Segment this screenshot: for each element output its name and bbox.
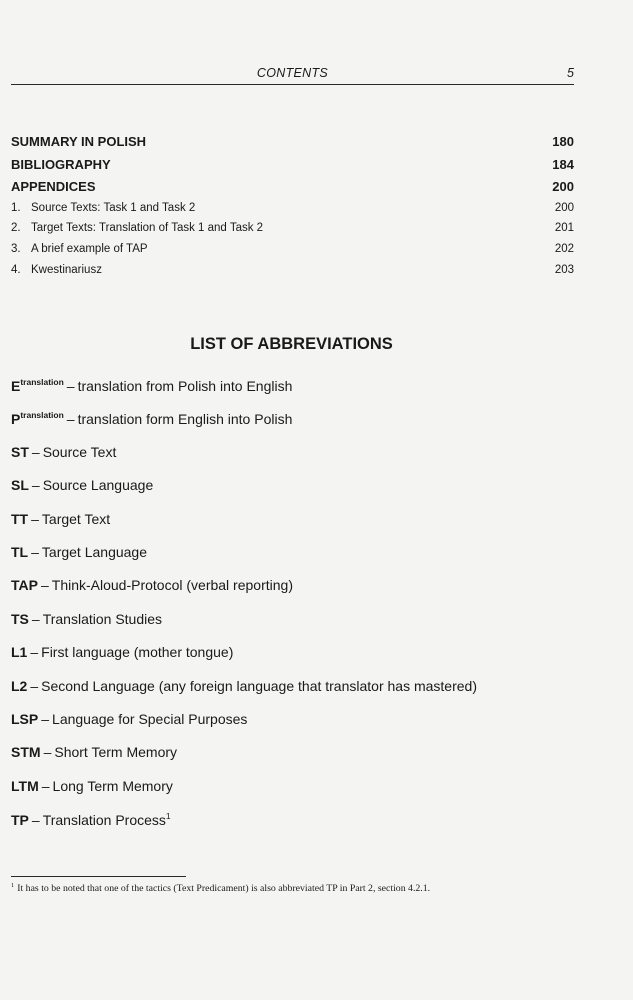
toc-entry-page: 180 — [552, 134, 574, 149]
abbreviation-term: TL — [11, 543, 29, 560]
abbreviation-dash: – — [41, 710, 50, 727]
abbreviation-item — [11, 811, 591, 844]
toc-appendix-label: Target Texts: Translation of Task 1 and Task 2 — [31, 222, 264, 235]
toc-appendix-page: 200 — [554, 201, 574, 214]
abbreviation-item — [11, 644, 591, 677]
abbreviation-item — [11, 477, 591, 510]
abbreviation-definition: Source Text — [42, 443, 117, 460]
abbreviation-dash: – — [66, 411, 75, 428]
abbreviation-term: LSP — [11, 710, 39, 727]
toc-entry-bibliography — [11, 157, 574, 180]
abbreviation-term: ST — [11, 443, 29, 460]
abbreviation-definition: Target Text — [41, 510, 111, 527]
abbreviation-definition: Second Language (any foreign language that translator has mastered) — [41, 677, 477, 694]
toc-appendix-entry — [11, 243, 574, 264]
abbreviation-dash: – — [40, 577, 49, 594]
toc-appendix-entry — [11, 222, 574, 243]
abbreviation-dash: – — [31, 543, 39, 560]
abbreviation-dash: – — [30, 677, 39, 694]
abbreviation-item — [11, 678, 591, 711]
page-number: 5 — [567, 66, 574, 80]
footnote-text: It has to be noted that one of the tactics (Text Predicament) is also abbreviated TP in Part 2, section 4.2.1. — [17, 883, 431, 894]
abbreviation-item — [11, 377, 591, 410]
abbreviation-definition: Source Language — [42, 477, 154, 494]
abbreviation-definition: Think-Aloud-Protocol (verbal reporting) — [51, 577, 293, 594]
abbreviation-superscript: translation — [20, 410, 64, 421]
abbreviation-term: SL — [11, 477, 29, 494]
abbreviation-item — [11, 544, 591, 577]
abbreviation-dash: – — [31, 510, 39, 527]
abbreviation-dash: – — [66, 378, 75, 394]
abbreviation-item — [11, 744, 591, 777]
running-title: CONTENTS — [256, 66, 329, 80]
abbreviations-heading: LIST OF ABBREVIATIONS — [190, 335, 393, 353]
abbreviation-definition: Language for Special Purposes — [52, 710, 248, 727]
abbreviation-list — [11, 377, 591, 844]
toc-appendix-label: A brief example of TAP — [31, 243, 148, 256]
abbreviation-term: L2 — [11, 677, 28, 694]
abbreviation-definition: Target Language — [41, 543, 147, 560]
abbreviation-term: P — [11, 411, 21, 428]
abbreviation-definition: Short Term Memory — [54, 744, 178, 761]
abbreviation-definition: translation from Polish into English — [77, 378, 293, 394]
abbreviation-definition: Translation Process — [42, 812, 166, 829]
toc-appendix-page: 203 — [554, 263, 574, 276]
abbreviation-superscript: translation — [20, 377, 64, 387]
abbreviation-definition: translation form English into Polish — [77, 411, 293, 428]
abbreviation-term: TP — [11, 812, 29, 829]
toc-appendix-entry — [11, 202, 574, 223]
toc-appendix-number: 4. — [11, 263, 21, 276]
abbreviation-item — [11, 444, 591, 477]
abbreviation-item — [11, 778, 591, 811]
footnote — [11, 882, 591, 894]
abbreviation-item — [11, 611, 591, 644]
abbreviation-term: TT — [11, 510, 29, 527]
running-header — [11, 66, 574, 85]
abbreviation-dash: – — [43, 744, 52, 761]
abbreviation-item — [11, 711, 591, 744]
toc-appendix-entry — [11, 264, 574, 285]
abbreviation-item — [11, 410, 591, 443]
abbreviation-term: L1 — [11, 644, 28, 661]
abbreviation-definition: First language (mother tongue) — [41, 644, 234, 661]
toc-entry-appendices — [11, 179, 574, 202]
abbreviation-dash: – — [30, 644, 39, 661]
abbreviation-term: TAP — [11, 577, 38, 594]
toc-entry-summary-in-polish — [11, 134, 574, 157]
abbreviation-dash: – — [41, 777, 50, 794]
toc-appendix-label: Kwestinariusz — [31, 263, 102, 276]
toc-appendix-label: Source Texts: Task 1 and Task 2 — [31, 201, 196, 214]
abbreviation-dash: – — [31, 477, 40, 494]
abbreviation-term: LTM — [11, 777, 39, 794]
toc-entry-page: 200 — [552, 179, 574, 194]
abbreviation-dash: – — [31, 443, 40, 460]
abbreviation-term: E — [11, 378, 21, 394]
toc-appendix-page: 201 — [554, 222, 574, 235]
abbreviation-definition: Translation Studies — [42, 610, 163, 627]
toc-entry-label: SUMMARY IN POLISH — [11, 134, 147, 149]
footnote-marker: 1 — [11, 882, 15, 889]
toc-appendix-number: 2. — [11, 222, 21, 235]
toc-appendix-page: 202 — [554, 243, 574, 256]
footnote-divider — [11, 876, 186, 877]
toc-appendix-number: 1. — [11, 201, 21, 214]
footnote-reference: 1 — [165, 811, 171, 822]
abbreviation-item — [11, 511, 591, 544]
toc-entry-label: APPENDICES — [11, 179, 96, 194]
toc-appendix-number: 3. — [11, 243, 21, 256]
toc-entry-label: BIBLIOGRAPHY — [11, 156, 111, 172]
abbreviation-dash: – — [31, 812, 40, 829]
abbreviation-dash: – — [31, 610, 40, 627]
toc-entry-page: 184 — [552, 156, 574, 172]
abbreviation-term: STM — [11, 744, 41, 761]
abbreviation-item — [11, 577, 591, 610]
abbreviation-definition: Long Term Memory — [52, 777, 173, 794]
abbreviation-term: TS — [11, 610, 29, 627]
table-of-contents — [11, 134, 574, 285]
